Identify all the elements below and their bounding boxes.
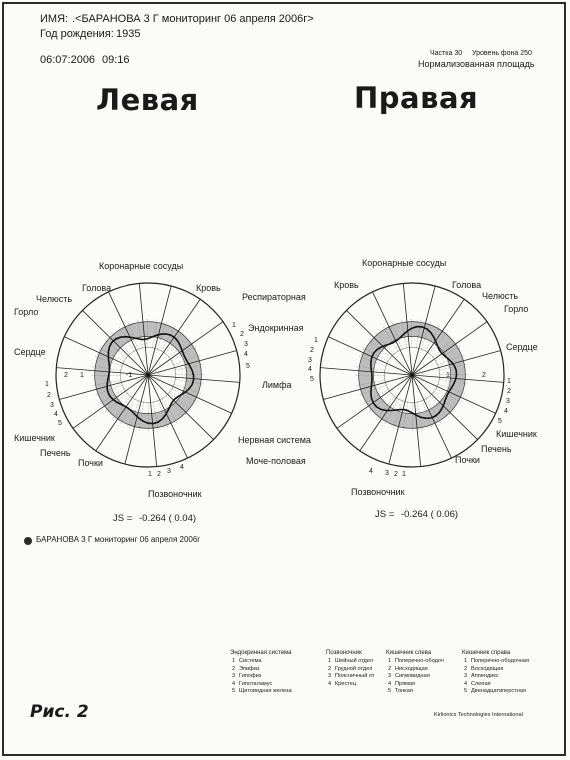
right-left-tick-2: 2 — [310, 347, 314, 354]
legend-endocrine-item: Система — [239, 658, 262, 665]
left-label-liver: Печень — [40, 448, 71, 458]
sector-spoke — [412, 375, 478, 440]
left-bottom-tick-1: 1 — [148, 471, 152, 478]
right-label-kidneys: Почки — [455, 455, 480, 465]
legend-colon-right-item: Аппендикс — [471, 673, 499, 680]
legend-colon-right-title: Кишечник справа — [462, 650, 511, 656]
left-label-lymph: Лимфа — [262, 380, 292, 390]
left-label-head: Голова — [82, 283, 112, 293]
legend-colon-right-item: Восходящая — [471, 665, 504, 672]
figure-label: Рис. 2 — [30, 702, 89, 722]
center-point — [411, 374, 414, 377]
legend-colon-left-item: Нисходящая — [395, 665, 428, 672]
right-label-coronary: Коронарные сосуды — [362, 258, 447, 268]
legend-spine-title: Позвоночник — [326, 650, 362, 656]
right-label-blood: Кровь — [334, 280, 359, 290]
right-right-tick-4: 4 — [504, 408, 508, 415]
left-label-urogenital: Моче-половая — [246, 456, 306, 466]
legend-endocrine-item: Гипоталамус — [239, 680, 273, 687]
legend-endocrine-item: Гипофиз — [239, 673, 262, 680]
legend-spine-item: Крестец — [335, 680, 357, 687]
right-title: Правая — [354, 81, 479, 115]
right-label-intestine: Кишечник — [496, 429, 537, 439]
right-left-tick-5: 5 — [310, 376, 314, 383]
right-label-jaw: Челюсть — [482, 291, 519, 301]
right-right-tick-2: 2 — [507, 388, 511, 395]
left-inner-tick-2: 2 — [64, 372, 68, 379]
left-label-throat: Горло — [14, 307, 39, 317]
legend-colon-right-item: Двенадцатиперстная — [471, 688, 526, 695]
left-js-label: JS = — [113, 513, 133, 524]
right-bottom-tick-2: 2 — [394, 471, 398, 478]
left-label-blood: Кровь — [196, 283, 221, 293]
left-label-kidneys: Почки — [78, 458, 103, 468]
right-right-tick-5: 5 — [498, 418, 502, 425]
legend-spine-item: Грудной отдел — [335, 665, 373, 672]
legend-colon-left-title: Кишечник слева — [386, 650, 432, 656]
legend-spine-item: Шейный отдел — [335, 658, 373, 665]
left-side-tick-2: 2 — [47, 392, 51, 399]
legend-endocrine-item: Щитовидная железа — [239, 688, 292, 695]
left-js-value: -0.264 ( 0.04) — [139, 513, 197, 524]
right-label-spine: Позвоночник — [351, 487, 405, 497]
left-bottom-tick-4: 4 — [180, 464, 184, 471]
right-inner-tick-2: 2 — [482, 372, 486, 379]
left-endo-tick-4: 4 — [244, 351, 248, 358]
left-label-endocrine: Эндокринная — [248, 323, 304, 333]
right-bottom-tick-4: 4 — [369, 468, 373, 475]
left-side-tick-5: 5 — [58, 420, 62, 427]
left-endo-tick-1: 1 — [232, 322, 236, 329]
left-label-spine: Позвоночник — [148, 489, 202, 499]
left-label-jaw: Челюсть — [36, 294, 73, 304]
credit-text: Kirlionics Technologies International — [434, 712, 523, 718]
right-left-tick-4: 4 — [308, 366, 312, 373]
left-side-tick-4: 4 — [54, 411, 58, 418]
legend-colon-right-item: Слепая — [471, 680, 491, 687]
legend-colon-left-item: Сигмовидная — [395, 673, 430, 680]
left-label-heart: Сердце — [14, 347, 46, 357]
legend-colon-right-item: Поперечно-ободочная — [471, 658, 529, 665]
right-label-liver: Печень — [481, 444, 512, 454]
left-bottom-tick-3: 3 — [167, 468, 171, 475]
left-inner-tick-minus1: -1 — [126, 372, 133, 379]
legend-spine: Позвоночник 1 Шейный отдел 2 Грудной отдел 3 Поясничный от 4 Крестец — [326, 650, 375, 687]
record-date: 06:07:2006 — [40, 54, 96, 66]
area-mode-text: Нормализованная площадь — [418, 59, 535, 69]
right-inner-tick-1: 1 — [446, 372, 450, 379]
left-label-intestine: Кишечник — [14, 433, 55, 443]
left-side-tick-3: 3 — [50, 402, 54, 409]
right-label-heart: Сердце — [506, 342, 538, 352]
sector-spoke — [148, 375, 214, 440]
right-label-head: Голова — [452, 280, 482, 290]
birth-label: Год рождения: — [40, 28, 114, 40]
legend-colon-left-item: Прямая — [395, 680, 416, 687]
birth-value: 1935 — [116, 28, 141, 40]
frequency-text: Частка 30 — [430, 50, 463, 57]
sector-spoke — [82, 310, 148, 375]
left-inner-tick-1: 1 — [80, 372, 84, 379]
series-marker-dot — [24, 537, 32, 545]
right-left-tick-1: 1 — [314, 337, 318, 344]
background-level-text: Уровень фона 250 — [472, 50, 532, 57]
legend-colon-left-item: Поперечно-ободоч — [395, 658, 444, 665]
right-right-tick-1: 1 — [507, 378, 511, 385]
series-legend-text: БАРАНОВА 3 Г мониторинг 06 апреля 2006г — [36, 535, 201, 544]
legend-spine-item: Поясничный от — [335, 673, 375, 680]
left-endo-tick-5: 5 — [246, 363, 250, 370]
left-endo-tick-3: 3 — [244, 341, 248, 348]
left-bottom-tick-2: 2 — [157, 471, 161, 478]
left-side-tick-1: 1 — [45, 381, 49, 388]
right-label-throat: Горло — [504, 304, 529, 314]
center-point — [147, 374, 150, 377]
name-value: .<БАРАНОВА 3 Г мониторинг 06 апреля 2006г> — [72, 13, 314, 25]
right-right-tick-3: 3 — [506, 398, 510, 405]
legend-colon-left: Кишечник слева 1 Поперечно-ободоч 2 Нисходящая 3 Сигмовидная 4 Прямая 5 Тонкая — [386, 650, 444, 695]
sector-spoke — [346, 310, 412, 375]
record-time: 09:16 — [102, 54, 130, 66]
right-bottom-tick-3: 3 — [385, 470, 389, 477]
left-label-coronary: Коронарные сосуды — [99, 261, 184, 271]
legend-endocrine-title: Эндокринная система — [230, 650, 292, 656]
legend-endocrine: Эндокринная система 1 Система 2 Эпифиз 3 Гипофиз 4 Гипоталамус 5 Щитовидная железа — [230, 650, 292, 695]
left-label-respiratory: Респираторная — [242, 292, 306, 302]
right-js-value: -0.264 ( 0.06) — [401, 509, 459, 520]
right-radial-chart — [320, 280, 504, 467]
name-label: ИМЯ: — [40, 13, 69, 25]
legend-endocrine-item: Эпифиз — [239, 665, 260, 672]
legend-colon-left-item: Тонкая — [395, 688, 413, 695]
left-endo-tick-2: 2 — [240, 331, 244, 338]
right-js-label: JS = — [375, 509, 395, 520]
left-label-nervous: Нервная система — [238, 435, 311, 445]
right-bottom-tick-1: 1 — [402, 471, 406, 478]
legend-colon-right: Кишечник справа 1 Поперечно-ободочная 2 Восходящая 3 Аппендикс 4 Слепая 5 Двенадцатиперстная — [462, 650, 529, 695]
left-title: Левая — [96, 83, 199, 117]
right-left-tick-3: 3 — [308, 357, 312, 364]
